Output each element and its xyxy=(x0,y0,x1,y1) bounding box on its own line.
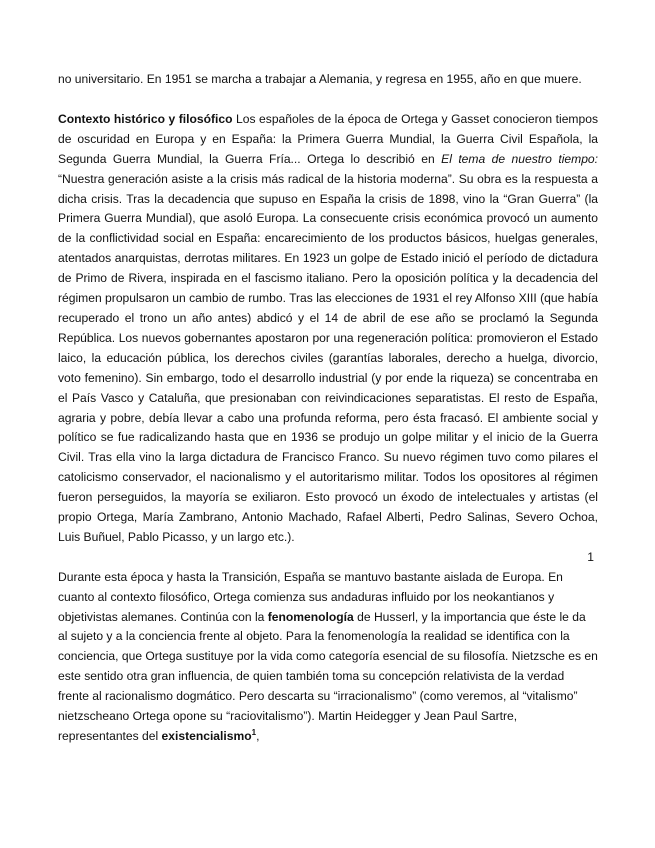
paragraph-text: , xyxy=(256,729,260,743)
section-heading: Contexto histórico y filosófico xyxy=(58,111,233,126)
paragraph-intro: no universitario. En 1951 se marcha a trabajar a Alemania, y regresa en 1955, año en que muere. xyxy=(58,72,582,86)
paragraph-text: “Nuestra generación asiste a la crisis más radical de la historia moderna”. Su obra es la respuesta a dicha crisis. Tras la decadencia que supuso en España la crisis de 1898, vino la “Gran Guerra” (la Primera Guerra Mundial), que asoló Europa. La consecuente crisis económica provocó un aumento de la conflictividad social en España: encarecimiento de los productos básicos, huelgas generales, atentados anarquistas, derrotas militares. En 1923 un golpe de Estado inició el período de dictadura de Primo de Rivera, inspirada en el fascismo italiano. Pero la oposición política y la decadencia del régimen propulsaron un cambio de rumbo. Tras las elecciones de 1931 el rey Alfonso XIII (que había recuperado el trono un año antes) abdicó y el 14 de abril de ese año se proclamó la Segunda República. Los nuevos gobernantes apostaron por una regeneración política: promovieron el Estado laico, la educación pública, los derechos civiles (garantías laborales, derecho a huelga, divorcio, voto femenino). Sin embargo, todo el desarrollo industrial (y por ende la riqueza) se concentraba en el País Vasco y Cataluña, que presionaban con reivindicaciones separatistas. El resto de España, agraria y pobre, debía llevar a cabo una profunda reforma, pero ésta fracasó. El ambiente social y político se fue radicalizando hasta que en 1936 se produjo un golpe militar y el inicio de la Guerra Civil. Tras ella vino la larga dictadura de Francisco Franco. Su nuevo régimen tuvo como pilares el catolicismo conservador, el nacionalismo y el autoritarismo militar. Todos los opositores al régimen fueron perseguidos, la mayoría se exiliaron. Esto provocó un éxodo de intelectuales y artistas (el propio Ortega, María Zambrano, Antonio Machado, Rafael Alberti, Pedro Salinas, Severo Ochoa, Luis Buñuel, Pablo Picasso, y un largo etc.). xyxy=(58,171,598,544)
paragraph-philosophy xyxy=(58,568,598,747)
paragraph-text: Durante esta época y hasta la Transición, España se mantuvo bastante aislada de Europa. En cuanto al contexto filosófico, Ortega comienza sus andaduras influido por los neokantianos y objetivistas alemanes. Continúa con la xyxy=(58,569,563,624)
footnote-marker[interactable]: 1 xyxy=(251,727,257,737)
paragraph-context xyxy=(58,110,598,548)
page-number: 1 xyxy=(587,549,594,564)
term-existentialism: existencialismo xyxy=(161,729,252,743)
paragraph-text: de Husserl, y la importancia que éste le da al sujeto y a la conciencia frente al objeto. Para la fenomenología la realidad se identifica con la conciencia, que Ortega sustituye por la vida como categoría esencial de su filosofía. Nietzsche es en este sentido otra gran influencia, de quien también toma su concepción relativista de la verdad frente al racionalismo dogmático. Pero descarta su “irracionalismo” (como veremos, al “vitalismo” nietzscheano Ortega opone su “raciovitalismo”). Martin Heidegger y Jean Paul Sartre, representantes del xyxy=(58,609,598,743)
paragraph-text: Los españoles de la época de Ortega y Gasset conocieron tiempos de oscuridad en Europa y en España: la Primera Guerra Mundial, la Guerra Civil Española, la Segunda Guerra Mundial, la Guerra Fría... Ortega lo describió en xyxy=(58,111,598,166)
term-phenomenology: fenomenología xyxy=(267,609,354,624)
book-title: El tema de nuestro tiempo: xyxy=(441,151,599,166)
document-page xyxy=(58,70,598,747)
